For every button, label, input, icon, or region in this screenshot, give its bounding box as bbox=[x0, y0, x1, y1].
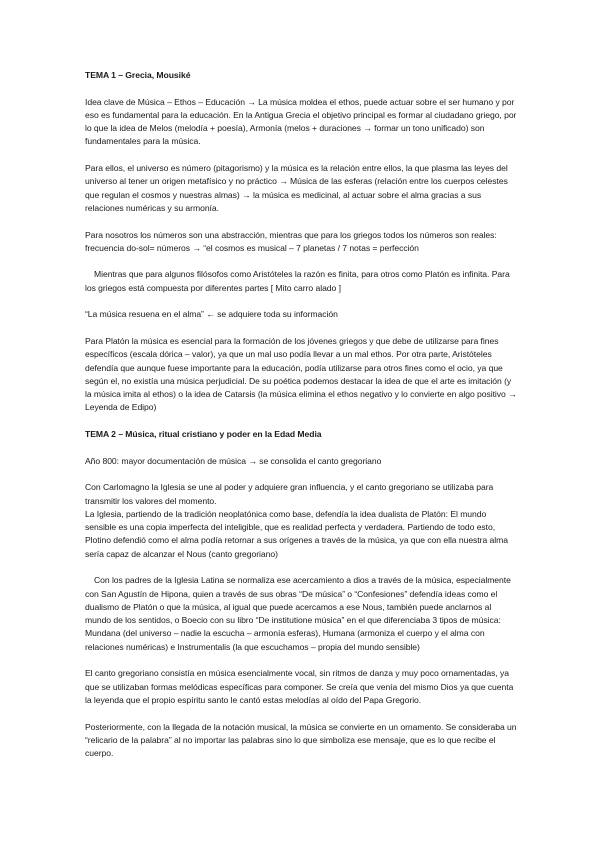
tema1-paragraph-1: Idea clave de Música – Ethos – Educación → La música moldea el ethos, puede actuar sobre el ser humano y por eso es fundamental para la educación. En la Antigua Grecia el objetivo principal es formar al ciudadano griego, por lo que la idea de Melos (melodía + poesía), Armonía (melos + duraciones → formar un tono unificado) son fundamentales para la música. bbox=[85, 96, 517, 147]
tema2-paragraph-2: Con Carlomagno la Iglesia se une al poder y adquiere gran influencia, y el canto gregoriano se utilizaba para transmitir los valores del momento. bbox=[85, 482, 494, 506]
tema1-quote: “La música resuena en el alma” ← se adquiere toda su información bbox=[85, 309, 338, 320]
tema1-paragraph-3: Para nosotros los números son una abstracción, mientras que para los griegos todos los números son reales: frecuencia do-sol= números → “el cosmos es musical – 7 planetas / 7 notas = perfección bbox=[85, 229, 497, 253]
tema2-paragraph-1: Año 800: mayor documentación de música → se consolida el canto gregoriano bbox=[85, 455, 382, 466]
tema1-paragraph-4: Mientras que para algunos filósofos como Aristóteles la razón es finita, para otros como Platón es infinita. Para los griegos está compuesta por diferentes partes [ Mito carro alado ] bbox=[85, 269, 510, 293]
tema2-paragraph-4: Con los padres de la Iglesia Latina se normaliza ese acercamiento a dios a través de la música, especialmente con San Agustín de Hipona, quien a través de sus obras “De música” o “Confesiones” defendía ideas como el dualismo de Platón o que la música, al igual que puede acercamos a ese Nous, también puede anclarnos al mundo de los sentidos, o Boecio con su libro “De institutione música” en el que diferenciaba 3 tipos de música: Mundana (del universo – nadie la escucha – armonía esferas), Humana (armoniza el cuerpo y el alma con relaciones numéricas) e Instrumentalis (la que escuchamos – propia del mundo sensible) bbox=[85, 575, 511, 652]
tema1-paragraph-2: Para ellos, el universo es número (pitagorismo) y la música es la relación entre ellos, la que plasma las leyes del universo al tener un origen metafísico y no práctico → Música de las esferas (relación entre los cuerpos celestes que regulan el cosmos y nuestras almas) → la música es medicinal, al actuar sobre el alma gracias a sus relaciones numéricas y su armonía. bbox=[85, 163, 508, 213]
tema2-paragraph-5: El canto gregoriano consistía en música esencialmente vocal, sin ritmos de danza y muy poco ornamentadas, ya que se utilizaban formas melódicas específicas para componer. Se creía que venía del mismo Dios ya que cuenta la leyenda que el propio espíritu santo le cantó estas melodías al oído del Papa Gregorio. bbox=[85, 668, 514, 705]
tema1-heading: TEMA 1 – Grecia, Mousiké bbox=[85, 70, 191, 80]
tema2-heading: TEMA 2 – Música, ritual cristiano y poder en la Edad Media bbox=[85, 429, 322, 440]
tema2-paragraph-3: La Iglesia, partiendo de la tradición neoplatónica como base, defendía la idea dualista de Platón: El mundo sensible es una copia imperfecta del inteligible, que es realidad perfecta y verdadera. Partiendo de todo esto, Plotino defendió como el alma podía retornar a sus orígenes a través de la música, ya que con ella nuestra alma sería capaz de alcanzar el Nous (canto gregoriano) bbox=[85, 508, 508, 559]
tema1-paragraph-6: Para Platón la música es esencial para la formación de los jóvenes griegos y que debe de utilizarse para fines específicos (escala dórica – valor), ya que un mal uso podía llevar a un mal ethos. Por otra parte, Aristóteles defendía que aunque fuese importante para la educación, podía utilizarse para otros fines como el ocio, ya que según el, no existía una música perjudicial. De su poética podemos destacar la idea de que el arte es imitación (y la música imita al ethos) o la idea de Catarsis (la música elimina el ethos negativo y lo convierte en algo positivo → Leyenda de Edipo) bbox=[85, 335, 517, 413]
document-page bbox=[85, 69, 517, 760]
tema2-paragraph-6: Posteriormente, con la llegada de la notación musical, la música se convierte en un ornamento. Se consideraba un “relicario de la palabra” al no importar las palabras sino lo que simboliza ese mensaje, que es lo que recibe el cuerpo. bbox=[85, 721, 517, 759]
